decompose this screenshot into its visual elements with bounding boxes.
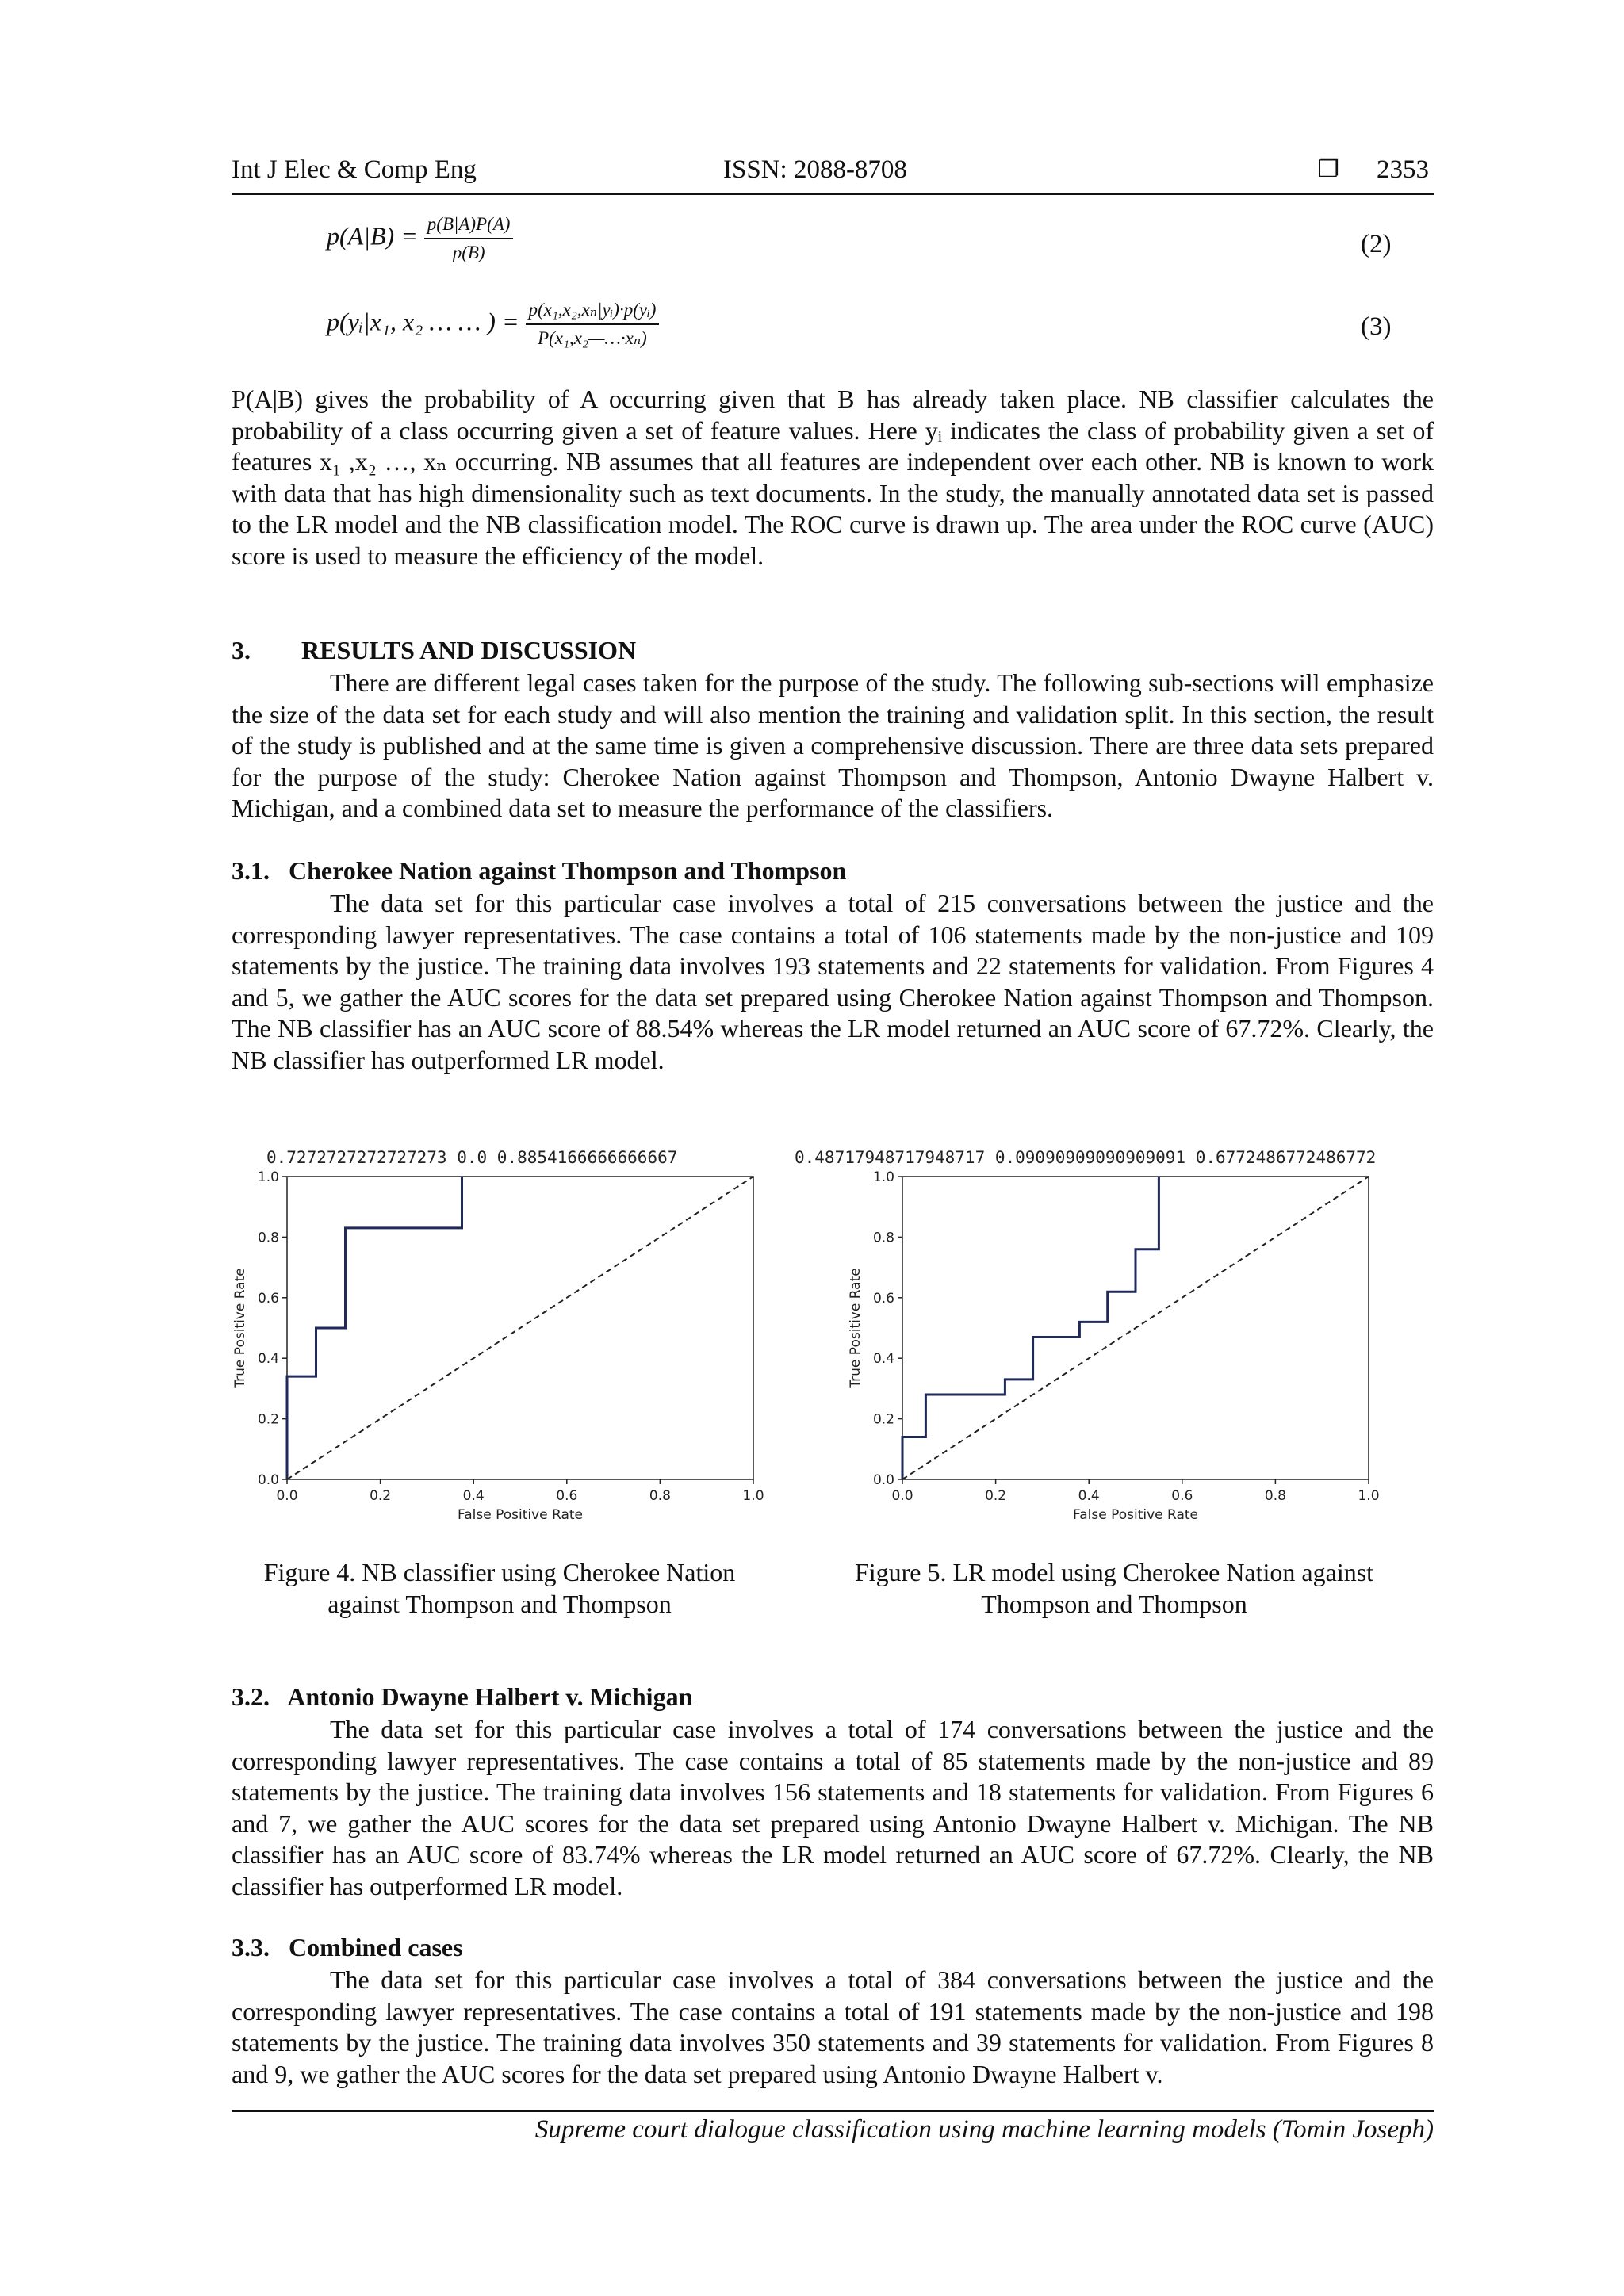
x-axis-label: False Positive Rate xyxy=(1073,1507,1198,1523)
roc-curve-line xyxy=(287,1177,462,1479)
section-3-1-text: The data set for this particular case involves a total of 215 conversations between the justice and the corresponding lawyer representatives. The case contains a total of 106 statements made by the non-justice and 109 statements by the justice. The training data involves 193 statements and 22 statements for validation. From Figures 4 and 5, we gather the AUC scores for the data set prepared using Cherokee Nation against Thompson and Thompson. The NB classifier has an AUC score of 88.54% whereas the LR model returned an AUC score of 67.72%. Clearly, the NB classifier has outperformed LR model. xyxy=(232,889,1434,1074)
equation-3-number: (3) xyxy=(1361,312,1392,341)
x-tick-label: 1.0 xyxy=(742,1488,764,1504)
section-3-heading: 3. RESULTS AND DISCUSSION xyxy=(232,636,637,664)
figure-4-chart-title: 0.7272727272727273 0.0 0.8854166666666667 xyxy=(266,1148,678,1167)
section-3-2-text: The data set for this particular case involves a total of 174 conversations between the justice and the corresponding lawyer representatives. The case contains a total of 85 statements made by the non-justice and 89 statements by the justice. The training data involves 156 statements and 18 statements for validation. From Figures 6 and 7, we gather the AUC scores for the data set prepared using Antonio Dwayne Halbert v. Michigan. The NB classifier has an AUC score of 83.74% whereas the LR model returned an AUC score of 67.72%. Clearly, the NB classifier has outperformed LR model. xyxy=(232,1715,1434,1900)
section-3-1-heading: 3.1. Cherokee Nation against Thompson and Thompson xyxy=(232,856,847,885)
equation-2-fraction xyxy=(424,214,514,263)
chance-diagonal-line xyxy=(287,1177,753,1479)
y-tick-label: 0.0 xyxy=(257,1472,279,1488)
y-axis-label: True Positive Rate xyxy=(232,1268,248,1388)
y-tick-label: 0.8 xyxy=(257,1230,279,1246)
footer-rule xyxy=(232,2110,1434,2112)
figure-5-chart-title: 0.48717948717948717 0.09090909090909091 0.6772486772486772 xyxy=(795,1148,1377,1167)
y-tick-label: 0.4 xyxy=(257,1351,279,1368)
section-3-3-text: The data set for this particular case involves a total of 384 conversations between the justice and the corresponding lawyer representatives. The case contains a total of 191 statements made by the non-justice and 198 statements by the justice. The training data involves 350 statements and 39 statements for validation. From Figures 8 and 9, we gather the AUC scores for the data set prepared using Antonio Dwayne Halbert v. xyxy=(232,1965,1434,2088)
x-tick-label: 0.0 xyxy=(891,1488,914,1504)
figure-5-caption-line-2: Thompson and Thompson xyxy=(981,1589,1247,1618)
y-tick-label: 0.4 xyxy=(872,1351,894,1368)
x-tick-label: 0.6 xyxy=(556,1488,578,1504)
footer-text: Supreme court dialogue classification using machine learning models (Tomin Joseph) xyxy=(534,2115,1434,2144)
y-tick-label: 0.2 xyxy=(872,1411,894,1428)
x-tick-label: 0.8 xyxy=(649,1488,671,1504)
y-tick-label: 0.8 xyxy=(872,1230,894,1246)
header-rule xyxy=(232,193,1434,195)
figure-4-caption-line-2: against Thompson and Thompson xyxy=(327,1589,672,1618)
box-icon: ❐ xyxy=(1318,155,1339,183)
x-tick-label: 0.4 xyxy=(1078,1488,1100,1504)
section-3-3-heading: 3.3. Combined cases xyxy=(232,1933,463,1961)
x-tick-label: 0.0 xyxy=(276,1488,298,1504)
y-tick-label: 0.6 xyxy=(872,1290,894,1307)
x-axis-label: False Positive Rate xyxy=(458,1507,583,1523)
equation-3-lhs: p(yᵢ|x₁, x₂ … … ) = xyxy=(327,307,519,336)
x-tick-label: 0.8 xyxy=(1264,1488,1286,1504)
figure-4-roc-chart xyxy=(230,1165,785,1530)
equation-2-lhs: p(A|B) = xyxy=(327,221,418,251)
x-tick-label: 0.2 xyxy=(370,1488,392,1504)
equation-3 xyxy=(327,300,659,349)
equation-2-denominator: p(B) xyxy=(452,243,485,262)
equation-2-numerator: p(B|A)P(A) xyxy=(424,214,514,239)
equation-2 xyxy=(327,214,513,263)
x-tick-label: 0.4 xyxy=(462,1488,485,1504)
figure-5-roc-chart xyxy=(845,1165,1400,1530)
figure-4-caption-line-1: Figure 4. NB classifier using Cherokee Nation xyxy=(263,1558,736,1586)
y-tick-label: 1.0 xyxy=(872,1169,894,1185)
figure-5-caption xyxy=(817,1557,1411,1620)
equation-3-numerator: p(x₁,x₂,xₙ|yᵢ)·p(yᵢ) xyxy=(526,300,660,325)
x-tick-label: 1.0 xyxy=(1358,1488,1380,1504)
y-tick-label: 1.0 xyxy=(257,1169,279,1185)
figure-5-caption-line-1: Figure 5. LR model using Cherokee Nation against xyxy=(854,1558,1374,1586)
section-3-2-heading: 3.2. Antonio Dwayne Halbert v. Michigan xyxy=(232,1682,693,1711)
y-axis-label: True Positive Rate xyxy=(848,1268,864,1388)
figure-4-caption xyxy=(232,1557,768,1620)
x-tick-label: 0.6 xyxy=(1171,1488,1193,1504)
journal-name: Int J Elec & Comp Eng xyxy=(232,155,477,184)
x-tick-label: 0.2 xyxy=(985,1488,1007,1504)
equation-3-fraction xyxy=(526,300,660,349)
equation-3-denominator: P(x₁,x₂—…·xₙ) xyxy=(538,328,647,348)
intro-paragraph: P(A|B) gives the probability of A occurring given that B has already taken place. NB classifier calculates the probability of a class occurring given a set of feature values. Here yᵢ indicates the class of probability given a set of features x₁ ,x₂ …, xₙ occurring. NB assumes that all features are independent over each other. NB is known to work with data that has high dimensionality such as text documents. In the study, the manually annotated data set is passed to the LR model and the NB classification model. The ROC curve is drawn up. The area under the ROC curve (AUC) score is used to measure the efficiency of the model. xyxy=(232,385,1434,570)
roc-curve-line xyxy=(902,1177,1159,1479)
equation-2-number: (2) xyxy=(1361,230,1392,258)
chance-diagonal-line xyxy=(902,1177,1369,1479)
section-3-text: There are different legal cases taken for the purpose of the study. The following sub-sections will emphasize the size of the data set for each study and will also mention the training and validation split. In this section, the result of the study is published and at the same time is given a comprehensive discussion. There are three data sets prepared for the purpose of the study: Cherokee Nation against Thompson and Thompson, Antonio Dwayne Halbert v. Michigan, and a combined data set to measure the performance of the classifiers. xyxy=(232,668,1434,823)
issn: ISSN: 2088-8708 xyxy=(723,155,907,184)
y-tick-label: 0.6 xyxy=(257,1290,279,1307)
y-tick-label: 0.2 xyxy=(257,1411,279,1428)
page-number: 2353 xyxy=(1377,155,1429,184)
y-tick-label: 0.0 xyxy=(872,1472,894,1488)
